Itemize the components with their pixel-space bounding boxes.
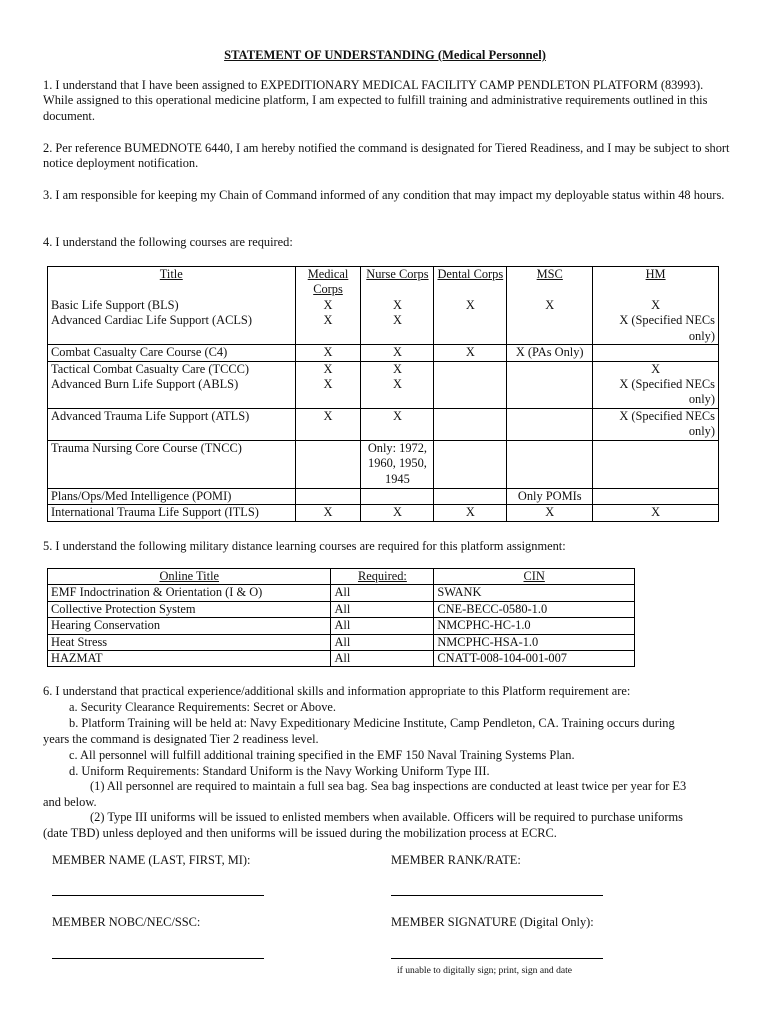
cell-nurse: X xyxy=(361,505,434,521)
header-online-title: Online Title xyxy=(48,569,331,585)
cell-dental xyxy=(434,361,507,377)
cell-medical: X xyxy=(295,345,361,361)
cell-msc xyxy=(507,441,593,489)
cell-hm: X xyxy=(593,298,719,313)
cell-msc: X xyxy=(507,298,593,313)
table-header-row xyxy=(48,267,719,298)
cell-dental: X xyxy=(434,298,507,313)
course-title: Advanced Burn Life Support (ABLS) xyxy=(48,377,296,409)
cell-hm: X (Specified NECs only) xyxy=(593,377,719,409)
member-rank-label: MEMBER RANK/RATE: xyxy=(391,853,521,867)
course-title: Basic Life Support (BLS) xyxy=(48,298,296,313)
document-title: STATEMENT OF UNDERSTANDING (Medical Personnel) xyxy=(224,48,546,62)
item-6d: d. Uniform Requirements: Standard Uniform is the Navy Working Uniform Type III. xyxy=(69,764,490,778)
cell-dental xyxy=(434,377,507,409)
online-title: Heat Stress xyxy=(48,634,331,650)
online-title: EMF Indoctrination & Orientation (I & O) xyxy=(48,585,331,601)
header-title: Title xyxy=(48,267,296,298)
cell-msc: X (PAs Only) xyxy=(507,345,593,361)
cell-dental xyxy=(434,313,507,345)
cell-hm: X (Specified NECs only) xyxy=(593,313,719,345)
table-row xyxy=(48,618,635,634)
cell-medical: X xyxy=(295,409,361,441)
paragraph-2: 2. Per reference BUMEDNOTE 6440, I am hereby notified the command is designated for Tiered Readiness, and I may be subject to short notice deployment notification. xyxy=(43,141,730,171)
table-row xyxy=(48,298,719,313)
table-header-row xyxy=(48,569,635,585)
cell-hm: X xyxy=(593,361,719,377)
item-6c: c. All personnel will fulfill additional training specified in the EMF 150 Naval Training Systems Plan. xyxy=(69,748,575,762)
cell-msc xyxy=(507,409,593,441)
paragraph-6: 6. I understand that practical experience/additional skills and information appropriate to this Platform requirement are: xyxy=(43,684,631,698)
member-nobc-label: MEMBER NOBC/NEC/SSC: xyxy=(52,915,201,929)
item-6b: b. Platform Training will be held at: Navy Expeditionary Medicine Institute, Camp Pendleton, CA. Training occurs during xyxy=(69,716,675,730)
member-signature-line[interactable] xyxy=(391,958,603,959)
member-name-label: MEMBER NAME (LAST, FIRST, MI): xyxy=(52,853,251,867)
cin-value: CNE-BECC-0580-1.0 xyxy=(434,601,635,617)
member-rank-line[interactable] xyxy=(391,895,603,896)
cell-dental xyxy=(434,489,507,505)
table-row xyxy=(48,377,719,409)
required-value: All xyxy=(331,618,434,634)
table-row xyxy=(48,651,635,667)
header-medical-corps: Medical Corps xyxy=(295,267,361,298)
online-title: Hearing Conservation xyxy=(48,618,331,634)
cell-hm: X xyxy=(593,505,719,521)
required-courses-table xyxy=(47,266,719,522)
cell-dental: X xyxy=(434,505,507,521)
table-row xyxy=(48,489,719,505)
course-title: Plans/Ops/Med Intelligence (POMI) xyxy=(48,489,296,505)
signature-note: if unable to digitally sign; print, sign and date xyxy=(397,965,573,976)
cell-dental: X xyxy=(434,345,507,361)
header-required: Required: xyxy=(331,569,434,585)
table-row xyxy=(48,585,635,601)
required-value: All xyxy=(331,585,434,601)
table-row xyxy=(48,345,719,361)
cell-nurse: Only: 1972, 1960, 1950, 1945 xyxy=(361,441,434,489)
cin-value: NMCPHC-HSA-1.0 xyxy=(434,634,635,650)
header-nurse-corps: Nurse Corps xyxy=(361,267,434,298)
cell-medical xyxy=(295,441,361,489)
cell-medical: X xyxy=(295,505,361,521)
table-row xyxy=(48,634,635,650)
table-row xyxy=(48,409,719,441)
cell-dental xyxy=(434,441,507,489)
member-signature-label: MEMBER SIGNATURE (Digital Only): xyxy=(391,915,594,929)
online-title: HAZMAT xyxy=(48,651,331,667)
cell-nurse: X xyxy=(361,409,434,441)
cell-msc: Only POMIs xyxy=(507,489,593,505)
online-title: Collective Protection System xyxy=(48,601,331,617)
header-msc: MSC xyxy=(507,267,593,298)
cell-medical xyxy=(295,489,361,505)
item-6d-2-cont: (date TBD) unless deployed and then uniforms will be issued during the mobilization process at ECRC. xyxy=(43,826,557,840)
course-title: Advanced Cardiac Life Support (ACLS) xyxy=(48,313,296,345)
item-6b-cont: years the command is designated Tier 2 readiness level. xyxy=(43,732,319,746)
cell-nurse xyxy=(361,489,434,505)
cell-nurse: X xyxy=(361,298,434,313)
course-title: Advanced Trauma Life Support (ATLS) xyxy=(48,409,296,441)
header-dental-corps: Dental Corps xyxy=(434,267,507,298)
table-row xyxy=(48,505,719,521)
member-nobc-line[interactable] xyxy=(52,958,264,959)
header-cin: CIN xyxy=(434,569,635,585)
paragraph-4: 4. I understand the following courses are required: xyxy=(43,235,293,249)
cell-dental xyxy=(434,409,507,441)
cell-hm xyxy=(593,345,719,361)
item-6d-1: (1) All personnel are required to maintain a full sea bag. Sea bag inspections are conducted at least twice per year for E3 xyxy=(90,779,687,793)
required-value: All xyxy=(331,634,434,650)
cell-msc xyxy=(507,313,593,345)
cell-medical: X xyxy=(295,298,361,313)
item-6a: a. Security Clearance Requirements: Secret or Above. xyxy=(69,700,336,714)
table-row xyxy=(48,313,719,345)
table-row xyxy=(48,441,719,489)
item-6d-2: (2) Type III uniforms will be issued to enlisted members when available. Officers will be required to purchase uniforms xyxy=(90,810,683,824)
cell-msc xyxy=(507,377,593,409)
cell-medical: X xyxy=(295,313,361,345)
table-row xyxy=(48,601,635,617)
cell-nurse: X xyxy=(361,313,434,345)
cin-value: NMCPHC-HC-1.0 xyxy=(434,618,635,634)
course-title: Tactical Combat Casualty Care (TCCC) xyxy=(48,361,296,377)
online-courses-table xyxy=(47,568,635,667)
cell-nurse: X xyxy=(361,377,434,409)
cell-hm xyxy=(593,489,719,505)
cin-value: SWANK xyxy=(434,585,635,601)
cell-medical: X xyxy=(295,361,361,377)
cell-msc: X xyxy=(507,505,593,521)
course-title: International Trauma Life Support (ITLS) xyxy=(48,505,296,521)
cell-medical: X xyxy=(295,377,361,409)
cell-msc xyxy=(507,361,593,377)
paragraph-5: 5. I understand the following military distance learning courses are required for this platform assignment: xyxy=(43,539,566,553)
cell-hm: X (Specified NECs only) xyxy=(593,409,719,441)
member-name-line[interactable] xyxy=(52,895,264,896)
paragraph-3: 3. I am responsible for keeping my Chain of Command informed of any condition that may impact my deployable status within 48 hours. xyxy=(43,188,725,202)
item-6d-1-cont: and below. xyxy=(43,795,97,809)
course-title: Combat Casualty Care Course (C4) xyxy=(48,345,296,361)
required-value: All xyxy=(331,601,434,617)
course-title: Trauma Nursing Core Course (TNCC) xyxy=(48,441,296,489)
cell-hm xyxy=(593,441,719,489)
paragraph-1: 1. I understand that I have been assigned to EXPEDITIONARY MEDICAL FACILITY CAMP PENDLETON PLATFORM (83993). While assigned to this operational medicine platform, I am expected to fulfill training and administrative requirements outlined in this document. xyxy=(43,78,708,123)
cell-nurse: X xyxy=(361,345,434,361)
table-row xyxy=(48,361,719,377)
cell-nurse: X xyxy=(361,361,434,377)
header-hm: HM xyxy=(593,267,719,298)
required-value: All xyxy=(331,651,434,667)
cin-value: CNATT-008-104-001-007 xyxy=(434,651,635,667)
